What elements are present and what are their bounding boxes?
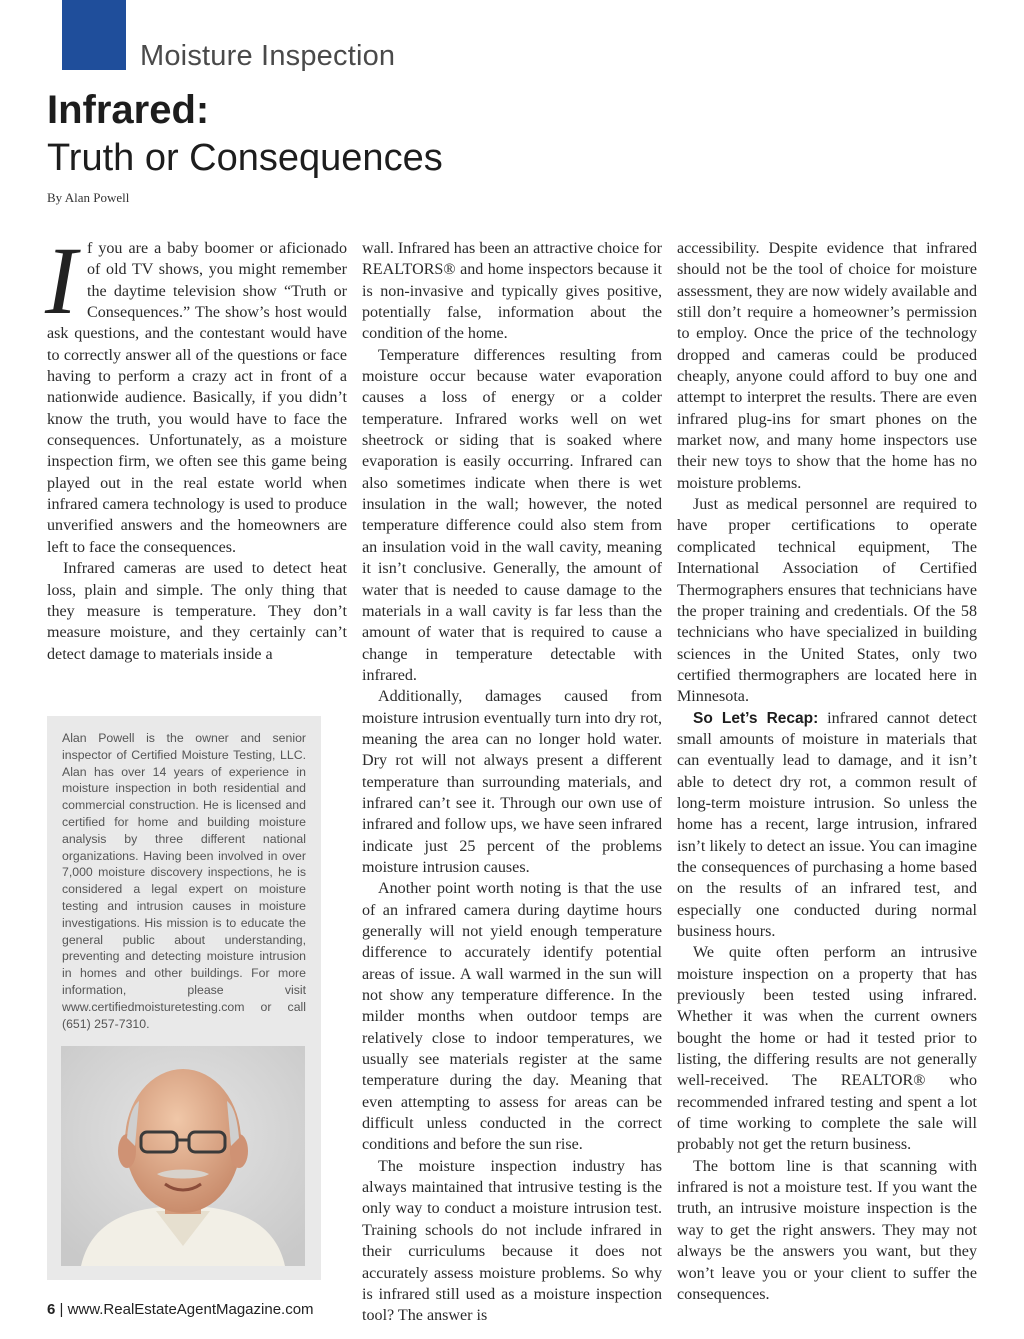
section-color-block [62,0,126,70]
paragraph: We quite often perform an intrusive moisture inspection on a property that has previously been tested using infrared. Whether it was when the current owners bought the home or had it tested prior to listing, the differing results are not generally well-received. The REALTOR® who recommended infrared testing and spent a lot of time working to complete the sale will probably not get the return business. [677,944,977,1154]
article-column-3 [677,238,977,1303]
paragraph: Another point worth noting is that the use of an infrared camera during daytime hours generally will not yield enough temperature difference to accurately identify potential areas of issue. A wall warmed in the sun will not show any temperature difference. In the milder months when outdoor temps are relatively close to indoor temperatures, we usually see materials register at the same temperature during the day. Meaning that even attempting to assess for areas can be difficult unless conducted in the correct conditions and before the sun rise. [362,880,662,1154]
paragraph [677,708,977,943]
paragraph: Just as medical personnel are required to have proper certifications to operate complicated technical equipment, The International Association of Certified Thermographers ensures that technicians have the proper training and credentials. Of the 58 technicians who have specialized in building sciences in the United States, only two certified thermographers are located here in Minnesota. [677,496,977,706]
paragraph: The moisture inspection industry has always maintained that intrusive testing is the only way to conduct a moisture intrusion test. Training schools do not include infrared in their curriculums because it does not accurately assess moisture problems. So why is infrared still used as a moisture inspection tool? The answer is [362,1157,662,1325]
paragraph: wall. Infrared has been an attractive choice for REALTORS® and home inspectors because it is non-invasive and typically gives positive, potentially false, information about the condition of the home. [362,240,662,343]
drop-cap: I [45,227,77,334]
footer-separator: | [59,1301,64,1318]
paragraph [45,227,347,558]
author-bio-text: Alan Powell is the owner and senior inspector of Certified Moisture Testing, LLC. Alan has over 14 years of experience in moisture inspection in both residential and commercial construction. He is licensed and certified for home and building moisture analysis by three different national organizations. Having been involved in over 7,000 moisture discovery inspections, he is considered a legal expert on moisture testing and intrusion causes in moisture investigations. His mission is to educate the general public about understanding, preventing and detecting moisture intrusion in homes and other buildings. For more information, please visit www.certifiedmoisturetesting.com or call (651) 257-7310. [62,731,306,1031]
author-portrait-image [61,1046,305,1266]
paragraph: accessibility. Despite evidence that infrared should not be the tool of choice for moisture assessment, they are now widely available and still don’t require a homeowner’s permission to employ. Once the price of the technology dropped and cameras could be produced cheaply, anyone could afford to buy one and attempt to interpret the results. There are even infrared plug-ins for smart phones on the market now, and many home inspectors use their new toys to show that the home has no moisture problems. [677,240,977,492]
footer-url: www.RealEstateAgentMagazine.com [67,1301,314,1318]
article-title-line2: Truth or Consequences [47,137,443,179]
paragraph: The bottom line is that scanning with infrared is not a moisture test. If you want the truth, an intrusive moisture inspection is the way to get the right answers. They may not always be the answers you want, but they won’t leave you or your client to suffer the consequences. [677,1157,977,1303]
section-label: Moisture Inspection [140,40,396,72]
paragraph-text: f you are a baby boomer or aficionado of old TV shows, you might remember the daytime television show “Truth or Consequences.” The show’s host would ask questions, and the contestant would have to correctly answer all of the questions or face having to perform a crazy act in front of a nationwide audience. Basically, if you didn’t know the truth, you would have to face the consequences. Unfortunately, as a moisture inspection firm, we often see this game being played out in the real estate world when infrared camera technology is used to produce unverified answers and the homeowners are left to face the consequences. [47,240,347,556]
byline: By Alan Powell [47,190,130,205]
paragraph: Infrared cameras are used to detect heat loss, plain and simple. The only thing that they measure is temperature. They don’t measure moisture, and they certainly can’t detect damage to materials inside a [47,560,347,663]
recap-label: So Let’s Recap: [693,709,819,727]
paragraph: Temperature differences resulting from moisture occur because water evaporation causes a loss of energy or a colder temperature. Infrared works well on wet sheetrock or siding that is soaked where evaporation is easily occurring. Infrared can also sometimes indicate when there is wet insulation in the wall; however, the noted temperature difference could also stem from an insulation void in the wall cavity, meaning it isn’t conclusive. Generally, the amount of water that is needed to cause damage to the materials in a wall cavity is far less than the amount of water that is required to cause a change in temperature detectable with infrared. [362,346,662,684]
page-number: 6 [47,1301,56,1318]
article-column-1 [45,227,347,708]
author-bio-box [47,716,321,1280]
paragraph-text: infrared cannot detect small amounts of moisture in materials that can eventually lead to damage, and it isn’t able to detect dry rot, a common result of long-term moisture intrusion. So unless the home has a recent, large intrusion, infrared isn’t likely to detect an issue. You can imagine the consequences of purchasing a home based on the results of an infrared test, and especially one conducted during normal business hours. [677,709,977,940]
page-footer [47,1301,314,1318]
paragraph: Additionally, damages caused from moisture intrusion eventually turn into dry rot, meaning the area can no longer hold water. Dry rot will not always present a different temperature than surrounding materials, and infrared can’t see it. Through our own use of infrared and follow ups, we have seen infrared indicate just 25 percent of the problems moisture intrusion causes. [362,688,662,876]
article-column-2 [362,238,662,1325]
article-title-line1: Infrared: [47,88,210,132]
author-photo [61,1046,305,1266]
